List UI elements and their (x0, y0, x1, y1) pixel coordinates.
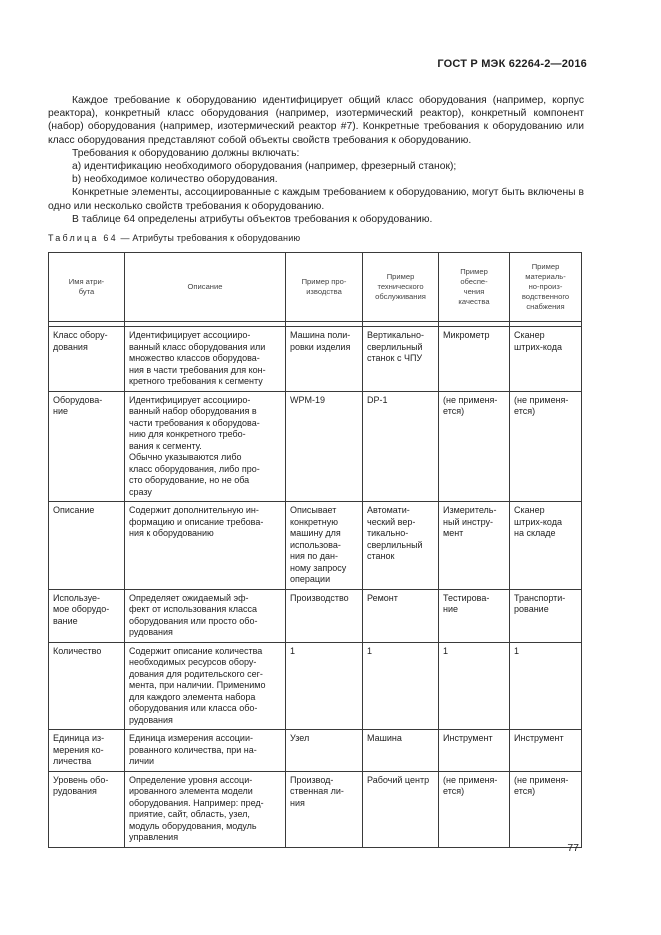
table-row (49, 589, 582, 642)
paragraph: а) идентификацию необходимого оборудования (например, фрезерный станок); (72, 161, 457, 173)
table-cell: (не применя- ется) (439, 771, 510, 847)
attributes-table (48, 252, 582, 848)
table-cell: Идентифицирует ассоцииро- ванный набор оборудования в части требования к оборудова- нию для конкретного требо- вания к сегменту. Обычно указываются либо класс оборудования, либо про- сто оборудование, но не оба сразу (125, 391, 286, 502)
table-cell: Сканер штрих-кода на складе (510, 502, 582, 590)
table-cell: 1 (363, 642, 439, 730)
table-cell: Описание (49, 502, 125, 590)
table-cell: Уровень обо- рудования (49, 771, 125, 847)
page-number: 77 (567, 842, 579, 854)
table-row (49, 771, 582, 847)
table-row (49, 391, 582, 502)
table-row (49, 642, 582, 730)
table-cell: Измеритель- ный инстру- мент (439, 502, 510, 590)
table-cell: Инструмент (510, 730, 582, 772)
table-cell: Узел (286, 730, 363, 772)
table-cell: (не применя- ется) (510, 771, 582, 847)
table-cell: DP-1 (363, 391, 439, 502)
table-caption-text: — Атрибуты требования к оборудованию (117, 233, 301, 243)
table-cell: Идентифицирует ассоцииро- ванный класс оборудования или множество классов оборудова- ния в части требования для кон- кретного требования к сегменту (125, 327, 286, 392)
table-cell: 1 (286, 642, 363, 730)
table-cell: Оборудова- ние (49, 391, 125, 502)
table-cell: Определяет ожидаемый эф- фект от использования класса оборудования или просто обо- рудования (125, 589, 286, 642)
table-cell: Транспорти- рование (510, 589, 582, 642)
table-row (49, 327, 582, 392)
table-cell: Машина поли- ровки изделия (286, 327, 363, 392)
table-row (49, 502, 582, 590)
table-cell: (не применя- ется) (510, 391, 582, 502)
table-cell: Тестирова- ние (439, 589, 510, 642)
header-cell: Пример обеспе- чения качества (439, 253, 510, 322)
table-header-row (49, 253, 582, 322)
table-cell: Содержит описание количества необходимых ресурсов обору- дования для родительского сег- мента, при наличии. Применимо для каждого элемента набора оборудования или класса обо- рудования (125, 642, 286, 730)
table-caption-label: Таблица 64 (48, 233, 118, 243)
table-cell: Ремонт (363, 589, 439, 642)
table-cell: Машина (363, 730, 439, 772)
paragraph: В таблице 64 определены атрибуты объектов требования к оборудованию. (72, 213, 433, 225)
table-cell: Единица измерения ассоции- рованного количества, при на- личии (125, 730, 286, 772)
table-cell: Количество (49, 642, 125, 730)
table-cell: Производство (286, 589, 363, 642)
paragraph: b) необходимое количество оборудования. (72, 174, 278, 186)
table-cell: Класс обору- дования (49, 327, 125, 392)
table-cell: Используе- мое оборудо- вание (49, 589, 125, 642)
document-header: ГОСТ Р МЭК 62264-2—2016 (437, 58, 587, 70)
table-caption (48, 233, 300, 243)
paragraph: Требования к оборудованию должны включать: (72, 147, 300, 159)
table-cell: 1 (439, 642, 510, 730)
table-cell: Описывает конкретную машину для использова- ния по дан- ному запросу операции (286, 502, 363, 590)
body-text (48, 94, 584, 226)
table-cell: Единица из- мерения ко- личества (49, 730, 125, 772)
table-cell: Сканер штрих-кода (510, 327, 582, 392)
table-row (49, 730, 582, 772)
table-cell: Производ- ственная ли- ния (286, 771, 363, 847)
table-cell: Автомати- ческий вер- тикально- сверлильный станок (363, 502, 439, 590)
table-cell: Вертикально- сверлильный станок с ЧПУ (363, 327, 439, 392)
table-cell: Определение уровня ассоци- ированного элемента модели оборудования. Например: пред- приятие, сайт, область, узел, модуль оборудования, модуль управления (125, 771, 286, 847)
paragraph: Конкретные элементы, ассоциированные с каждым требованием к оборудованию, могут быть включены в одно или несколько свойств требования к оборудованию. (48, 187, 584, 212)
table-cell: 1 (510, 642, 582, 730)
table-cell: Микрометр (439, 327, 510, 392)
table-cell: (не применя- ется) (439, 391, 510, 502)
header-cell: Имя атри- бута (49, 253, 125, 322)
header-cell: Пример материаль- но-произ- водственного снабжения (510, 253, 582, 322)
header-cell: Пример про- изводства (286, 253, 363, 322)
table-cell: Содержит дополнительную ин- формацию и описание требова- ния к оборудованию (125, 502, 286, 590)
table-cell: Инструмент (439, 730, 510, 772)
table-cell: WPM-19 (286, 391, 363, 502)
header-cell: Описание (125, 253, 286, 322)
table-cell: Рабочий центр (363, 771, 439, 847)
paragraph: Каждое требование к оборудованию идентифицирует общий класс оборудования (например, корпус реактора), конкретный класс оборудования (например, изотермический реактор), конкретный компонент (набор) оборудования (например, изотермический реактор #7). Конкретные требования к оборудованию или класс оборудования представляют собой объекты свойств требования к оборудованию. (48, 95, 584, 146)
header-cell: Пример технического обслуживания (363, 253, 439, 322)
